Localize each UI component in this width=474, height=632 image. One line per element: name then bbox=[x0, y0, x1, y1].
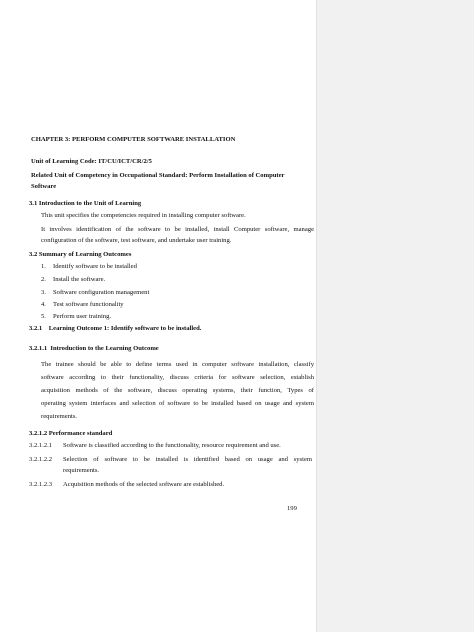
outcome-item: 2. Install the software. bbox=[41, 276, 106, 283]
section-3-1-heading: 3.1 Introduction to the Unit of Learning bbox=[29, 200, 142, 207]
intro-line: The trainee should be able to define terms used in computer software installation, classify bbox=[41, 361, 314, 368]
outcome-item: 5. Perform user training. bbox=[41, 313, 112, 320]
section-3-1-paragraph-2-line-2: configuration of the software, test software, and undertake user training. bbox=[41, 237, 232, 244]
outcome-item: 1. Identify software to be installed bbox=[41, 263, 137, 270]
chapter-title: CHAPTER 3: PERFORM COMPUTER SOFTWARE INSTALLATION bbox=[31, 136, 236, 143]
unit-code: Unit of Learning Code: IT/CU/ICT/CR/2/5 bbox=[31, 158, 152, 165]
standard-item: 3.2.1.2.3 Acquisition methods of the selected software are established. bbox=[29, 481, 225, 488]
section-3-1-paragraph-1: This unit specifies the competencies required in installing computer software. bbox=[41, 212, 246, 219]
outcome-item: 3. Software configuration management bbox=[41, 289, 150, 296]
section-3-2-1-1-heading: 3.2.1.1 Introduction to the Learning Outcome bbox=[29, 345, 159, 352]
outcome-item: 4. Test software functionality bbox=[41, 301, 124, 308]
related-unit-line-2: Software bbox=[31, 183, 57, 190]
page-number: 199 bbox=[287, 505, 297, 512]
comment-margin-panel bbox=[316, 0, 474, 632]
section-3-1-paragraph-2-line-1: It involves identification of the software to be installed, install Computer software, manage bbox=[41, 226, 314, 233]
section-3-2-1-heading: 3.2.1 Learning Outcome 1: Identify software to be installed. bbox=[29, 325, 202, 332]
standard-item: 3.2.1.2.1 Software is classified according to the functionality, resource requirement and use. bbox=[29, 442, 281, 449]
intro-line: operating system interfaces and selection of software to be installed based on usage and system bbox=[41, 400, 314, 407]
intro-line: software according to their functionality, discuss criteria for software selection, establish bbox=[41, 374, 314, 381]
intro-line: requirements. bbox=[41, 413, 78, 420]
related-unit-line-1: Related Unit of Competency in Occupational Standard: Perform Installation of Computer bbox=[31, 172, 285, 179]
intro-line: acquisition methods of the software, discuss operating systems, their function, Types of bbox=[41, 387, 314, 394]
section-3-2-1-2-heading: 3.2.1.2 Performance standard bbox=[29, 430, 113, 437]
standard-item-continuation: requirements. bbox=[63, 467, 100, 474]
section-3-2-heading: 3.2 Summary of Learning Outcomes bbox=[29, 251, 132, 258]
standard-item: 3.2.1.2.2 Selection of software to be installed is identified based on usage and system bbox=[29, 456, 312, 463]
